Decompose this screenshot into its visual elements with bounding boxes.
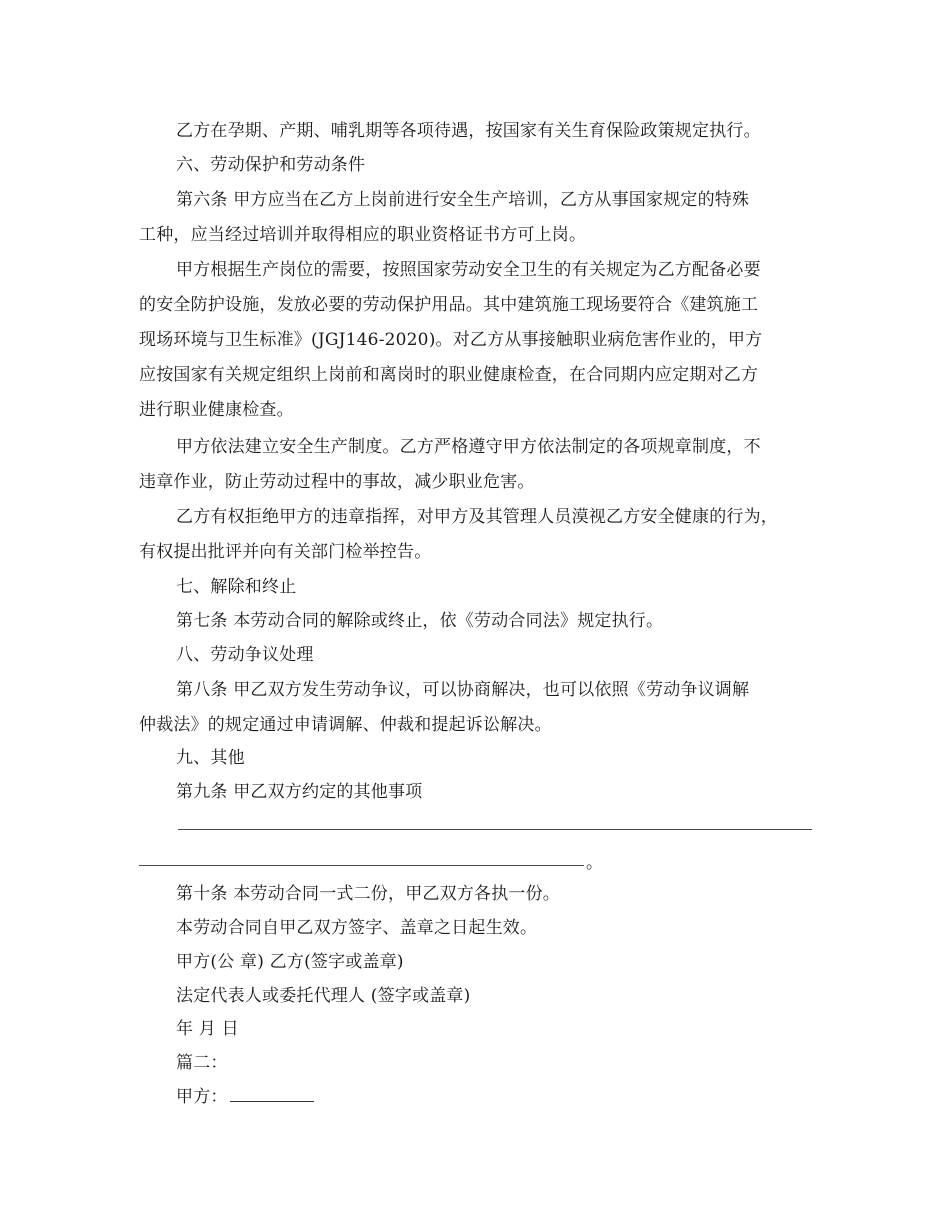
paragraph-safety-equipment-line-5: 进行职业健康检查。	[139, 400, 294, 420]
paragraph-safety-system-line-2: 违章作业，防止劳动过程中的事故，减少职业危害。	[139, 472, 535, 492]
section-heading-other: 九、其他	[176, 748, 245, 768]
article-8-line-1: 第八条 甲乙双方发生劳动争议，可以协商解决，也可以依照《劳动争议调解	[176, 680, 750, 700]
section-heading-termination: 七、解除和终止	[176, 577, 297, 597]
party-a-field	[176, 1087, 314, 1107]
paragraph-maternity: 乙方在孕期、产期、哺乳期等各项待遇，按国家有关生育保险政策规定执行。	[176, 121, 761, 141]
article-7: 第七条 本劳动合同的解除或终止，依《劳动合同法》规定执行。	[176, 611, 664, 631]
blank-line-2	[139, 865, 584, 866]
legal-representative: 法定代表人或委托代理人 (签字或盖章)	[176, 986, 471, 1006]
party-a-label: 甲方：	[176, 1087, 228, 1107]
section-heading-dispute: 八、劳动争议处理	[176, 645, 314, 665]
article-6-line-2: 工种，应当经过培训并取得相应的职业资格证书方可上岗。	[139, 225, 587, 245]
paragraph-safety-equipment-line-1: 甲方根据生产岗位的需要，按照国家劳动安全卫生的有关规定为乙方配备必要	[176, 260, 761, 280]
paragraph-safety-equipment-line-2: 的安全防护设施，发放必要的劳动保护用品。其中建筑施工现场要符合《建筑施工	[139, 295, 759, 315]
article-9: 第九条 甲乙双方约定的其他事项	[176, 782, 423, 802]
blank-line-1	[178, 829, 812, 830]
article-6-line-1: 第六条 甲方应当在乙方上岗前进行安全生产培训，乙方从事国家规定的特殊	[176, 190, 750, 210]
paragraph-safety-system-line-1: 甲方依法建立安全生产制度。乙方严格遵守甲方依法制定的各项规章制度，不	[176, 437, 761, 457]
party-a-blank	[230, 1087, 314, 1102]
article-8-line-2: 仲裁法》的规定通过申请调解、仲裁和提起诉讼解决。	[139, 715, 552, 735]
paragraph-safety-equipment-line-3: 现场环境与卫生标准》(JGJ146-2020)。对乙方从事接触职业病危害作业的，甲方	[139, 330, 763, 350]
paragraph-right-to-refuse-line-1: 乙方有权拒绝甲方的违章指挥，对甲方及其管理人员漠视乙方安全健康的行为，	[176, 507, 778, 527]
part-two-heading: 篇二：	[176, 1053, 228, 1073]
paragraph-right-to-refuse-line-2: 有权提出批评并向有关部门检举控告。	[139, 542, 432, 562]
signature-parties: 甲方(公 章) 乙方(签字或盖章)	[176, 952, 404, 972]
article-10: 第十条 本劳动合同一式二份，甲乙双方各执一份。	[176, 884, 561, 904]
section-heading-labor-protection: 六、劳动保护和劳动条件	[176, 155, 366, 175]
paragraph-safety-equipment-line-4: 应按国家有关规定组织上岗前和离岗时的职业健康检查，在合同期内应定期对乙方	[139, 365, 759, 385]
blank-line-period: 。	[586, 853, 604, 873]
date-line: 年 月 日	[176, 1019, 239, 1039]
effective-clause: 本劳动合同自甲乙双方签字、盖章之日起生效。	[176, 918, 538, 938]
